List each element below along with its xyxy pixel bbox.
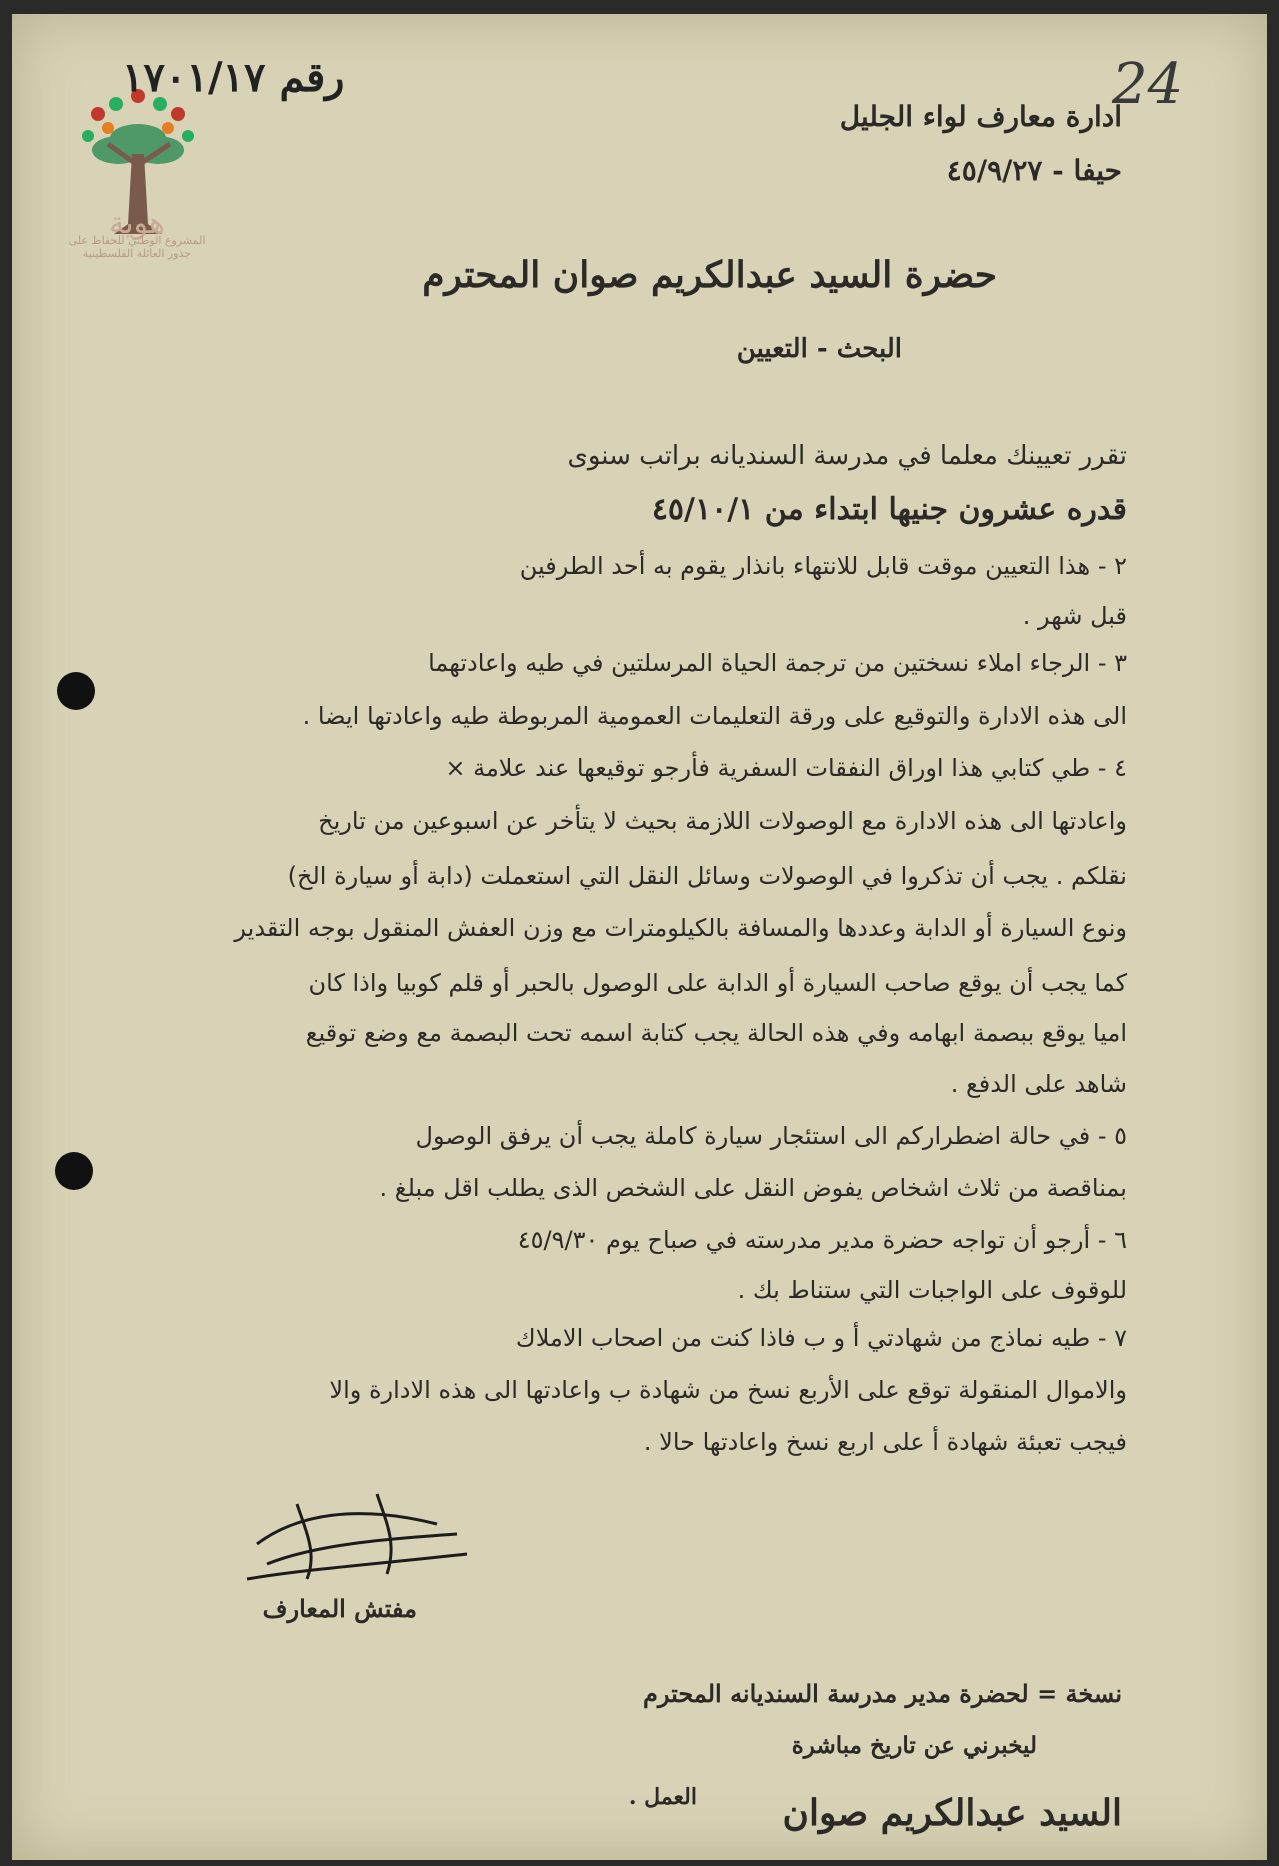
body-line: فيجب تعبئة شهادة أ على اربع نسخ واعادتها حالا . [643, 1428, 1127, 1456]
body-line: اميا يوقع ببصمة ابهامه وفي هذه الحالة يجب كتابة اسمه تحت البصمة مع وضع توقيع [305, 1019, 1127, 1047]
copy-note: نسخة = لحضرة مدير مدرسة السنديانه المحترم [643, 1679, 1122, 1708]
body-line: قبل شهر . [1022, 602, 1127, 630]
body-line: ٥ - في حالة اضطراركم الى استئجار سيارة كاملة يجب أن يرفق الوصول [415, 1122, 1127, 1150]
body-line: واعادتها الى هذه الادارة مع الوصولات اللازمة بحيث لا يتأخر عن اسبوعين من تاريخ [318, 807, 1127, 835]
salutation: حضرة السيد عبدالكريم صوان المحترم [422, 254, 997, 296]
punch-hole [55, 1152, 93, 1190]
body-line: للوقوف على الواجبات التي ستناط بك . [737, 1276, 1127, 1304]
page-number: 24 [1112, 52, 1184, 117]
body-line: ٦ - أرجو أن تواجه حضرة مدير مدرسته في صباح يوم ٤٥/٩/٣٠ [517, 1226, 1127, 1254]
body-line: قدره عشرون جنيها ابتداء من ٤٥/١٠/١ [651, 492, 1127, 527]
body-line: كما يجب أن يوقع صاحب السيارة أو الدابة على الوصول بالحبر أو قلم كوبيا واذا كان [308, 969, 1127, 997]
body-line: ٤ - طي كتابي هذا اوراق النفقات السفرية فأرجو توقيعها عند علامة × [445, 754, 1127, 782]
body-line: ونوع السيارة أو الدابة وعددها والمسافة بالكيلومترات مع وزن العفش المنقول بوجه التقدير [234, 914, 1127, 942]
logo-wordmark: هوية [109, 206, 165, 241]
copy-note: ليخبرني عن تاريخ مباشرة [791, 1732, 1037, 1759]
logo-caption: المشروع الوطني للحفاظ على جذور العائلة الفلسطينية [68, 234, 206, 260]
place-date: حيفا - ٤٥/٩/٢٧ [946, 154, 1122, 187]
body-line: ٧ - طيه نماذج من شهادتي أ و ب فاذا كنت من اصحاب الاملاك [515, 1324, 1127, 1352]
subject: البحث - التعيين [736, 334, 902, 364]
body-line: ٣ - الرجاء املاء نسختين من ترجمة الحياة المرسلتين في طيه واعادتهما [428, 649, 1127, 677]
document-page [12, 14, 1267, 1860]
body-line: بمناقصة من ثلاث اشخاص يفوض النقل على الشخص الذى يطلب اقل مبلغ . [379, 1174, 1127, 1202]
copy-recipient: السيد عبدالكريم صوان [782, 1792, 1122, 1834]
body-line: تقرر تعيينك معلما في مدرسة السنديانه براتب سنوى [567, 441, 1127, 471]
body-line: نقلكم . يجب أن تذكروا في الوصولات وسائل النقل التي استعملت (دابة أو سيارة الخ) [287, 862, 1127, 890]
body-line: شاهد على الدفع . [950, 1070, 1127, 1098]
reference-number: رقم ١٧٠١/١٧ [122, 54, 345, 101]
body-line: الى هذه الادارة والتوقيع على ورقة التعليمات العمومية المربوطة طيه واعادتها ايضا . [302, 702, 1127, 730]
copy-note: العمل . [628, 1784, 697, 1810]
signature-scribble [237, 1484, 477, 1594]
body-line: ٢ - هذا التعيين موقت قابل للانتهاء بانذار يقوم به أحد الطرفين [519, 552, 1127, 580]
body-line: والاموال المنقولة توقع على الأربع نسخ من شهادة ب واعادتها الى هذه الادارة والا [329, 1376, 1127, 1404]
punch-hole [57, 672, 95, 710]
signature-title: مفتش المعارف [262, 1594, 417, 1623]
issuing-office: ادارة معارف لواء الجليل [839, 100, 1122, 133]
